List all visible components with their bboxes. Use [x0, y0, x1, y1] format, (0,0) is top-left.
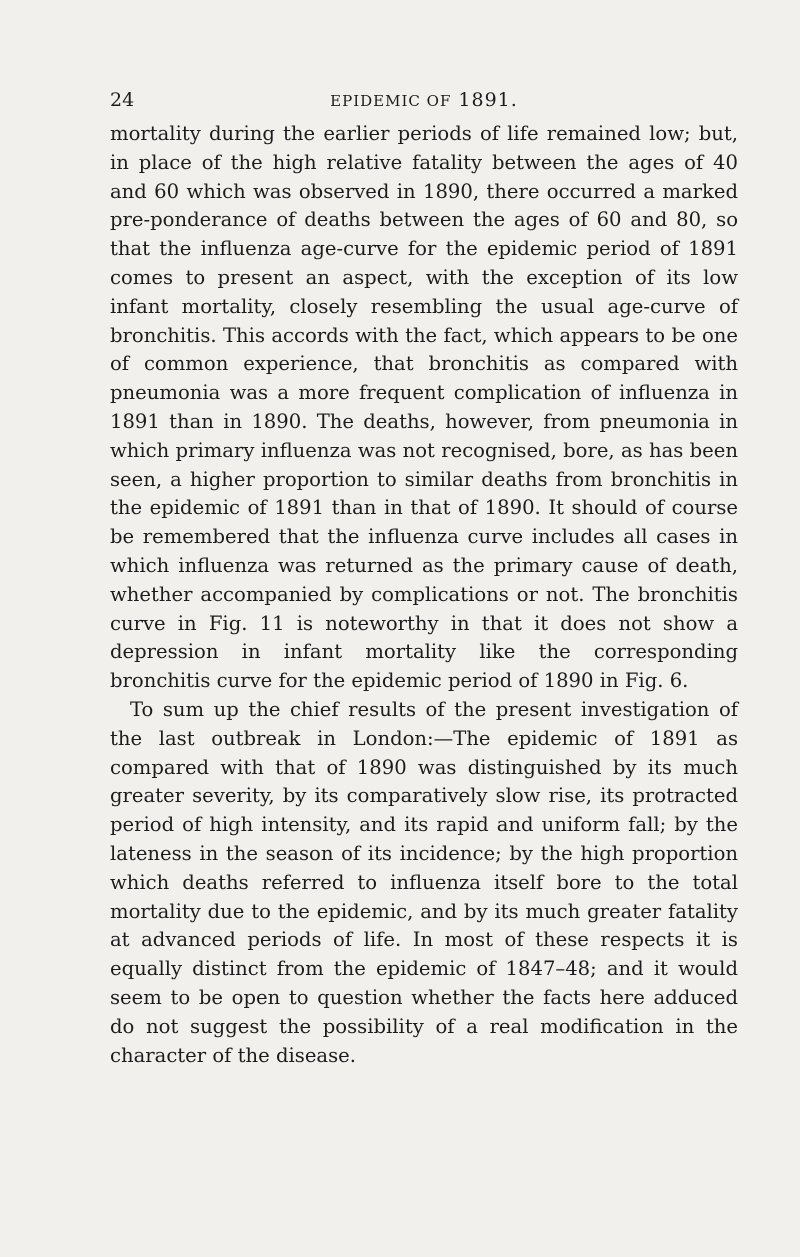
page-number: 24: [110, 89, 135, 111]
paragraph-summary: To sum up the chief results of the present investigation of the last outbreak in London:—The epidemic of 1891 as compared with that of 1890 was distinguished by its much greater severity, by its comparatively slow rise, its protracted period of high intensity, and its rapid and uniform fall; by the lateness in the season of its incidence; by the high proportion which deaths referred to influenza itself bore to the total mortality due to the epidemic, and by its much greater fatality at advanced periods of life. In most of these respects it is equally distinct from the epidemic of 1847–48; and it would seem to be open to question whether the facts here adduced do not suggest the possibility of a real modification in the character of the disease.: [110, 697, 738, 1067]
running-title-text: EPIDEMIC OF: [330, 92, 452, 110]
running-title: [110, 86, 738, 115]
body-text: [110, 120, 738, 1070]
running-title-year: 1891.: [458, 89, 518, 111]
paragraph-continued: mortality during the earlier periods of life remained low; but, in place of the high relative fatality between the ages of 40 and 60 which was observed in 1890, there occurred a marked pre-ponderance of deaths between the ages of 60 and 80, so that the influenza age-curve for the epidemic period of 1891 comes to present an aspect, with the exception of its low infant mortality, closely resembling the usual age-curve of bronchitis. This accords with the fact, which appears to be one of common experience, that bronchitis as compared with pneumonia was a more frequent complication of influenza in 1891 than in 1890. The deaths, however, from pneumonia in which primary influenza was not recognised, bore, as has been seen, a higher proportion to similar deaths from bronchitis in the epidemic of 1891 than in that of 1890. It should of course be remembered that the influenza curve includes all cases in which influenza was returned as the primary cause of death, whether accompanied by complications or not. The bronchitis curve in Fig. 11 is noteworthy in that it does not show a depression in infant mortality like the corresponding bronchitis curve for the epidemic period of 1890 in Fig. 6.: [110, 122, 738, 693]
running-head: [110, 86, 738, 114]
